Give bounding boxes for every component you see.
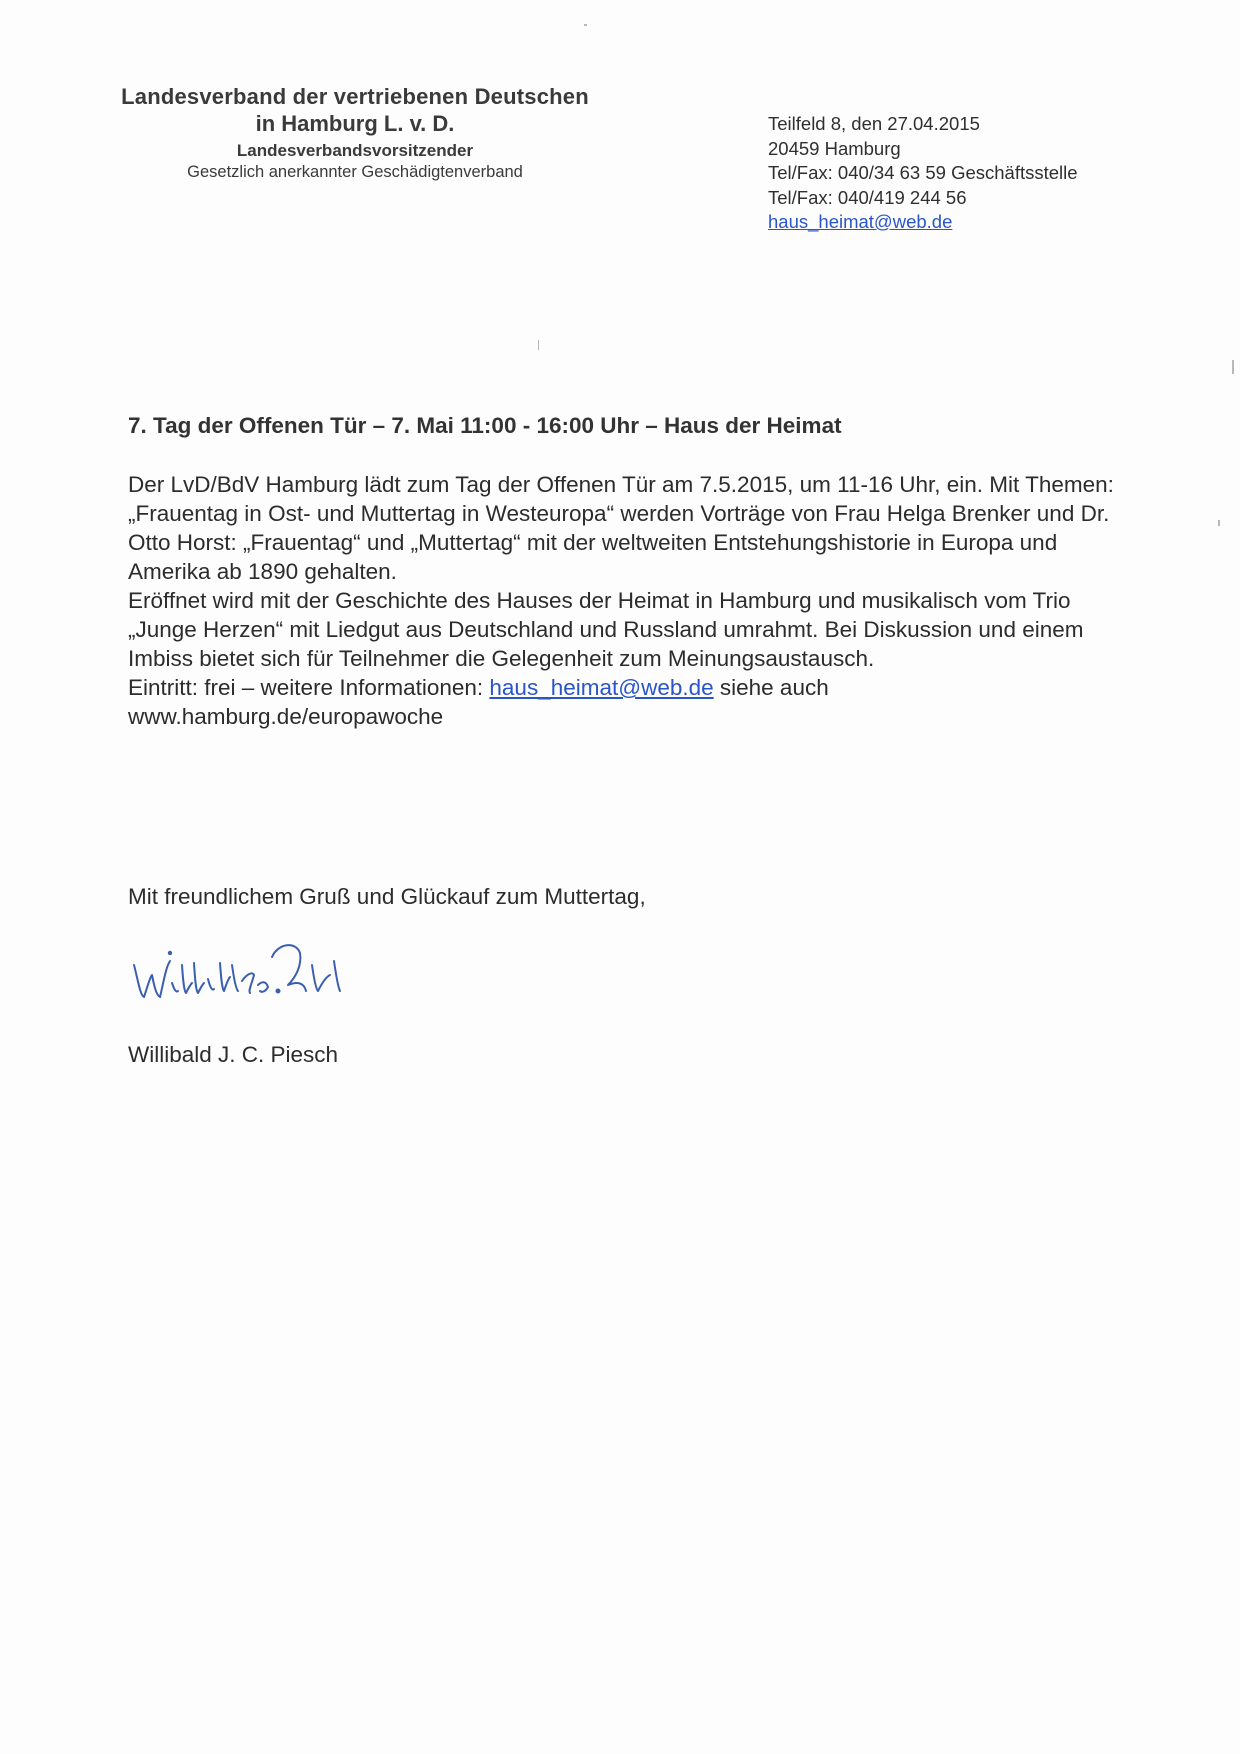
org-name: Landesverband der vertriebenen Deutschen (121, 84, 589, 109)
org-status: Gesetzlich anerkannter Geschädigtenverband (187, 163, 523, 182)
tel-fax-secondary: Tel/Fax: 040/419 244 56 (768, 186, 967, 208)
scan-speck (1232, 360, 1234, 374)
body-paragraph-info (128, 673, 1128, 731)
letterhead (80, 84, 630, 182)
closing-line: Mit freundlichem Gruß und Glückauf zum Muttertag, (128, 884, 646, 909)
signer-name: Willibald J. C. Piesch (128, 1042, 339, 1067)
scan-speck (1218, 520, 1220, 526)
org-role: Landesverbandsvorsitzender (236, 140, 474, 160)
info-suffix: siehe auch (713, 675, 829, 700)
contact-block (768, 112, 1208, 235)
info-prefix: Eintritt: frei – weitere Informationen: (128, 675, 490, 700)
tel-fax-office: Tel/Fax: 040/34 63 59 Geschäftsstelle (768, 162, 1078, 183)
postal-city: 20459 Hamburg (768, 137, 901, 159)
body-paragraph-program: Eröffnet wird mit der Geschichte des Hauses der Heimat in Hamburg und musikalisch vom Trio „Junge Herzen“ mit Liedgut aus Deutschland und Russland umrahmt. Bei Diskussion und einem Imbiss bietet sich für Teilnehmer die Gelegenheit zum Meinungsaustausch. (128, 588, 1084, 671)
org-city: in Hamburg L. v. D. (255, 111, 455, 137)
scan-speck (584, 24, 587, 26)
handwritten-signature (128, 935, 368, 1005)
info-url: www.hamburg.de/europawoche (128, 704, 444, 729)
contact-email-link[interactable]: haus_heimat@web.de (768, 211, 953, 232)
body-paragraph-invitation: Der LvD/BdV Hamburg lädt zum Tag der Offenen Tür am 7.5.2015, um 11-16 Uhr, ein. Mit Themen: „Frauentag in Ost- und Muttertag in Westeuropa“ werden Vorträge von Frau Helga Brenker und Dr. Otto Horst: „Frauentag“ und „Muttertag“ mit der weltweiten Entstehungshistorie in Europa und Amerika ab 1890 gehalten. (128, 472, 1114, 584)
info-email-link[interactable]: haus_heimat@web.de (489, 675, 714, 700)
event-headline: 7. Tag der Offenen Tür – 7. Mai 11:00 - 16:00 Uhr – Haus der Heimat (128, 413, 842, 438)
letter-body (128, 470, 1128, 731)
address-date: Teilfeld 8, den 27.04.2015 (768, 113, 980, 134)
scan-speck (538, 340, 539, 350)
